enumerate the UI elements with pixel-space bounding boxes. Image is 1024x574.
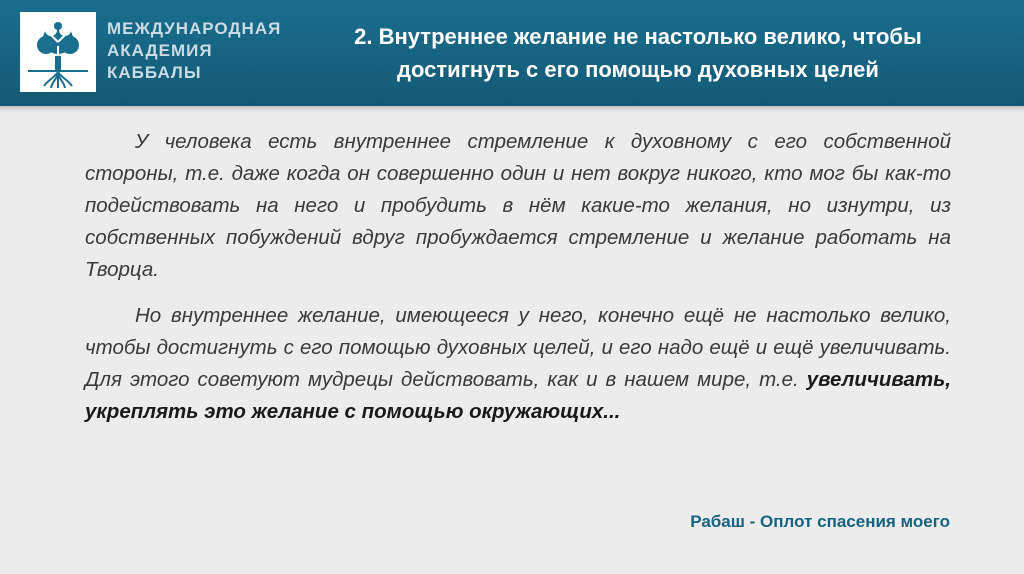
- slide-body: [85, 126, 951, 442]
- slide-title-line-1: 2. Внутреннее желание не настолько велико, чтобы: [354, 24, 922, 49]
- org-name: [107, 18, 282, 84]
- slide-title: [278, 20, 998, 86]
- body-paragraph-2-emphasis: увеличивать, укреплять это желание с помощью окружающих...: [85, 368, 951, 423]
- org-name-line-3: КАББАЛЫ: [107, 63, 202, 82]
- body-paragraph-1: У человека есть внутреннее стремление к духовному с его собственной стороны, т.е. даже когда он совершенно один и нет вокруг никого, кто мог бы как-то подействовать на него и пробудить в нём какие-то желания, но изнутри, из собственных побуждений вдруг пробуждается стремление и желание работать на Творца.: [85, 130, 951, 281]
- org-name-line-1: МЕЖДУНАРОДНАЯ: [107, 19, 282, 38]
- header-divider: [0, 106, 1024, 112]
- body-paragraph-2: [85, 300, 951, 428]
- body-paragraph-2-text: Но внутреннее желание, имеющееся у него, конечно ещё не настолько велико, чтобы достигнуть с его помощью духовных целей, и его надо ещё и ещё увеличивать. Для этого советуют мудрецы действовать, как и в нашем мире, т.е.: [85, 304, 951, 391]
- quote-source: Рабаш - Оплот спасения моего: [690, 512, 950, 531]
- slide-title-line-2: достигнуть с его помощью духовных целей: [397, 57, 879, 82]
- tree-logo-icon[interactable]: [20, 12, 96, 92]
- org-name-line-2: АКАДЕМИЯ: [107, 41, 213, 60]
- header-bar: [0, 0, 1024, 106]
